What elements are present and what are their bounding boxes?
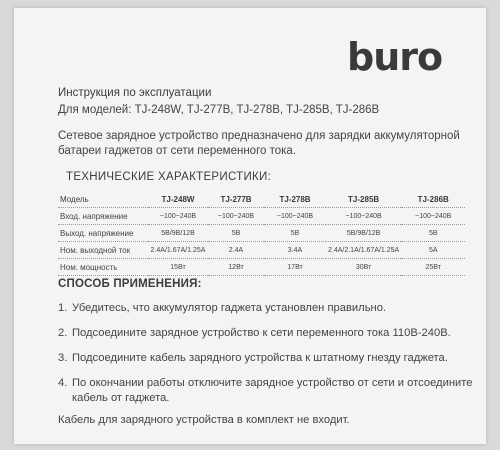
- list-item: [58, 326, 478, 341]
- instruction-sheet: [14, 8, 486, 444]
- table-cell: ~100~240В: [208, 208, 264, 225]
- step-number: 3.: [58, 352, 68, 364]
- list-item: [58, 351, 478, 366]
- table-cell: 5В: [401, 225, 465, 242]
- table-cell: 2.4A: [208, 242, 264, 259]
- table-cell: 25Вт: [401, 259, 465, 276]
- intro-paragraph: Сетевое зарядное устройство предназначено для зарядки аккумуляторной батареи гаджетов от сети переменного тока.: [58, 130, 460, 157]
- specs-header-row: [58, 191, 465, 208]
- models-line: Для моделей: TJ-248W, TJ-277B, TJ-278B, TJ-285B, TJ-286B: [58, 104, 380, 116]
- cable-note: Кабель для зарядного устройства в комплект не входит.: [58, 414, 350, 426]
- table-cell: 5В: [264, 225, 326, 242]
- specs-col-header: TJ-278B: [264, 191, 326, 208]
- step-number: 1.: [58, 302, 68, 314]
- table-cell: ~100~240В: [401, 208, 465, 225]
- specs-table: [58, 191, 465, 276]
- step-text: Подсоедините зарядное устройство к сети переменного тока 110В-240В.: [72, 327, 451, 339]
- step-text: Подсоедините кабель зарядного устройства к штатному гнезду гаджета.: [72, 352, 448, 364]
- table-cell: Вход. напряжение: [58, 208, 148, 225]
- table-cell: 30Вт: [326, 259, 401, 276]
- step-text: Убедитесь, что аккумулятор гаджета установлен правильно.: [72, 302, 387, 314]
- table-row: [58, 259, 465, 276]
- step-number: 4.: [58, 377, 68, 389]
- table-cell: 15Вт: [148, 259, 208, 276]
- specs-heading: ТЕХНИЧЕСКИЕ ХАРАКТЕРИСТИКИ:: [66, 171, 272, 183]
- brand-logo: buro: [347, 35, 443, 79]
- table-cell: 17Вт: [264, 259, 326, 276]
- specs-col-header: TJ-248W: [148, 191, 208, 208]
- list-item: [58, 376, 478, 406]
- table-cell: 3.4A: [264, 242, 326, 259]
- manual-title: Инструкция по эксплуатации: [58, 87, 212, 99]
- table-cell: ~100~240В: [148, 208, 208, 225]
- table-cell: 12Вт: [208, 259, 264, 276]
- specs-col-header: Модель: [58, 191, 148, 208]
- specs-col-header: TJ-286B: [401, 191, 465, 208]
- step-number: 2.: [58, 327, 68, 339]
- step-text: По окончании работы отключите зарядное устройство от сети и отсоедините кабель от гаджета.: [72, 377, 473, 404]
- specs-col-header: TJ-277B: [208, 191, 264, 208]
- usage-heading: СПОСОБ ПРИМЕНЕНИЯ:: [58, 278, 202, 290]
- table-cell: 5A: [401, 242, 465, 259]
- table-cell: ~100~240В: [264, 208, 326, 225]
- table-cell: ~100~240В: [326, 208, 401, 225]
- table-cell: 5В/9В/12В: [148, 225, 208, 242]
- table-cell: 2.4A/1.67A/1.25A: [148, 242, 208, 259]
- table-cell: Ном. выходной ток: [58, 242, 148, 259]
- table-row: [58, 208, 465, 225]
- table-cell: Ном. мощность: [58, 259, 148, 276]
- table-cell: 2.4A/2.1A/1.67A/1.25A: [326, 242, 401, 259]
- usage-steps: [58, 301, 478, 416]
- specs-col-header: TJ-285B: [326, 191, 401, 208]
- list-item: [58, 301, 478, 316]
- table-cell: 5В/9В/12В: [326, 225, 401, 242]
- table-row: [58, 242, 465, 259]
- table-cell: 5В: [208, 225, 264, 242]
- table-cell: Выход. напряжение: [58, 225, 148, 242]
- table-row: [58, 225, 465, 242]
